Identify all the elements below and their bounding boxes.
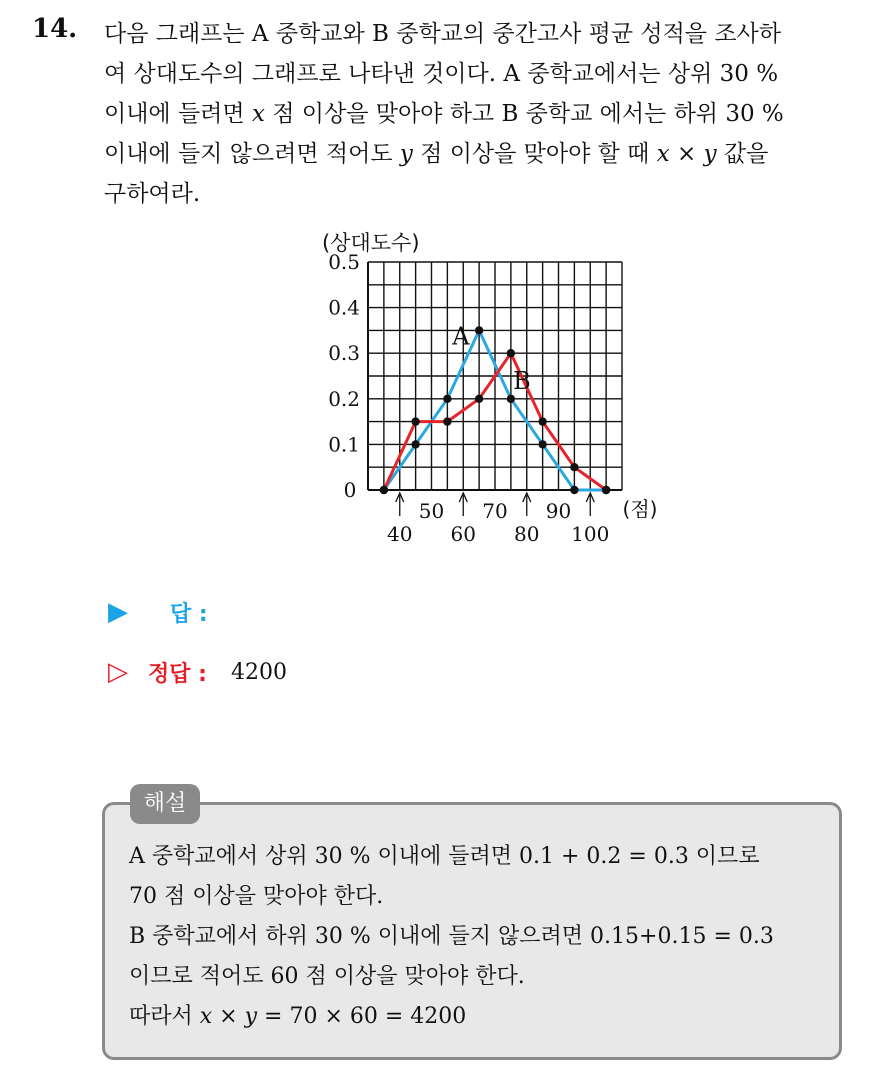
data-point-A (411, 440, 419, 448)
y-tick-label: 0 (343, 478, 357, 502)
problem-line-4-a: 이내에 들지 않으려면 적어도 (104, 141, 400, 167)
solution-times: × (212, 1004, 245, 1029)
problem-line-4-b: 점 이상을 맞아야 할 때 (412, 141, 657, 167)
answer-row (108, 596, 287, 628)
y-axis-label: (상대도수) (322, 231, 420, 255)
data-point-B (538, 417, 546, 425)
problem-text (104, 14, 874, 214)
x-tick-label-lower: 80 (514, 522, 540, 546)
problem-line-4 (104, 134, 874, 174)
answer-section (108, 596, 287, 716)
data-point-B (602, 486, 610, 494)
y-tick-label: 0.2 (328, 386, 360, 411)
data-point-A (443, 395, 451, 403)
data-point-A (538, 440, 546, 448)
problem-line-5: 구하여라. (104, 181, 201, 207)
x-axis-label: (점) (622, 497, 658, 521)
solution-line-1: A 중학교에서 상위 30 % 이내에 들려면 0.1 + 0.2 = 0.3 이므로 (129, 844, 760, 869)
var-y: y (399, 141, 413, 167)
expr-x: x (656, 141, 670, 167)
x-tick-label-lower: 100 (571, 522, 610, 546)
correct-answer-row (108, 656, 287, 688)
problem-line-2: 여 상대도수의 그래프로 나타낸 것이다. A 중학교에서는 상위 30 % (104, 61, 779, 87)
x-tick-label-lower: 40 (387, 522, 413, 546)
y-tick-label: 0.5 (328, 250, 360, 274)
chart-svg (300, 228, 660, 558)
y-tick-label: 0.3 (328, 341, 360, 366)
problem-line-3-a: 이내에 들려면 (104, 101, 252, 127)
data-point-B (411, 417, 419, 425)
chart (300, 228, 660, 558)
data-point-B (380, 486, 388, 494)
correct-answer-value: 4200 (230, 659, 287, 685)
problem-line-1: 다음 그래프는 A 중학교와 B 중학교의 중간고사 평균 성적을 조사하 (104, 21, 781, 47)
solution-box (102, 802, 842, 1060)
solution-text (129, 837, 774, 1037)
var-x: x (251, 101, 265, 127)
data-point-B (570, 463, 578, 471)
x-tick-label-upper: 70 (482, 499, 508, 523)
x-tick-label-lower: 60 (450, 522, 476, 546)
data-point-B (475, 395, 483, 403)
x-tick-label-upper: 90 (545, 499, 572, 523)
series-label-A: A (452, 322, 470, 351)
data-point-A (507, 395, 515, 403)
y-tick-label: 0.4 (328, 295, 360, 320)
problem-line-3-b: 점 이상을 맞아야 하고 B 중학교 에서는 하위 30 % (264, 101, 784, 127)
solution-line-5-b: = 70 × 60 = 4200 (257, 1004, 467, 1029)
expr-y: y (703, 141, 717, 167)
correct-answer-label: 정답 : (148, 661, 207, 687)
solution-tab: 해설 (130, 784, 200, 824)
solution-var-y: y (244, 1004, 258, 1029)
solution-line-5-a: 따라서 (129, 1004, 200, 1029)
problem-line-3 (104, 94, 874, 134)
solution-line-3: B 중학교에서 하위 30 % 이내에 들지 않으려면 0.15+0.15 = 0.3 (129, 924, 774, 949)
data-point-A (475, 326, 483, 334)
x-tick-label-upper: 50 (418, 499, 445, 523)
data-point-B (507, 349, 515, 357)
problem-number: 14. (32, 14, 78, 44)
problem-line-4-c: 값을 (716, 141, 769, 167)
filled-triangle-icon: ▶ (108, 597, 128, 627)
solution-line-5 (129, 997, 774, 1037)
solution-var-x: x (199, 1004, 213, 1029)
expr-times: × (669, 141, 704, 167)
solution-line-4: 이므로 적어도 60 점 이상을 맞아야 한다. (129, 964, 525, 989)
outline-triangle-icon: ▷ (108, 657, 128, 687)
data-point-A (570, 486, 578, 494)
y-tick-label: 0.1 (328, 432, 360, 457)
answer-label: 답 : (170, 601, 208, 627)
solution-line-2: 70 점 이상을 맞아야 한다. (129, 884, 384, 909)
series-label-B: B (513, 367, 531, 396)
data-point-B (443, 417, 451, 425)
